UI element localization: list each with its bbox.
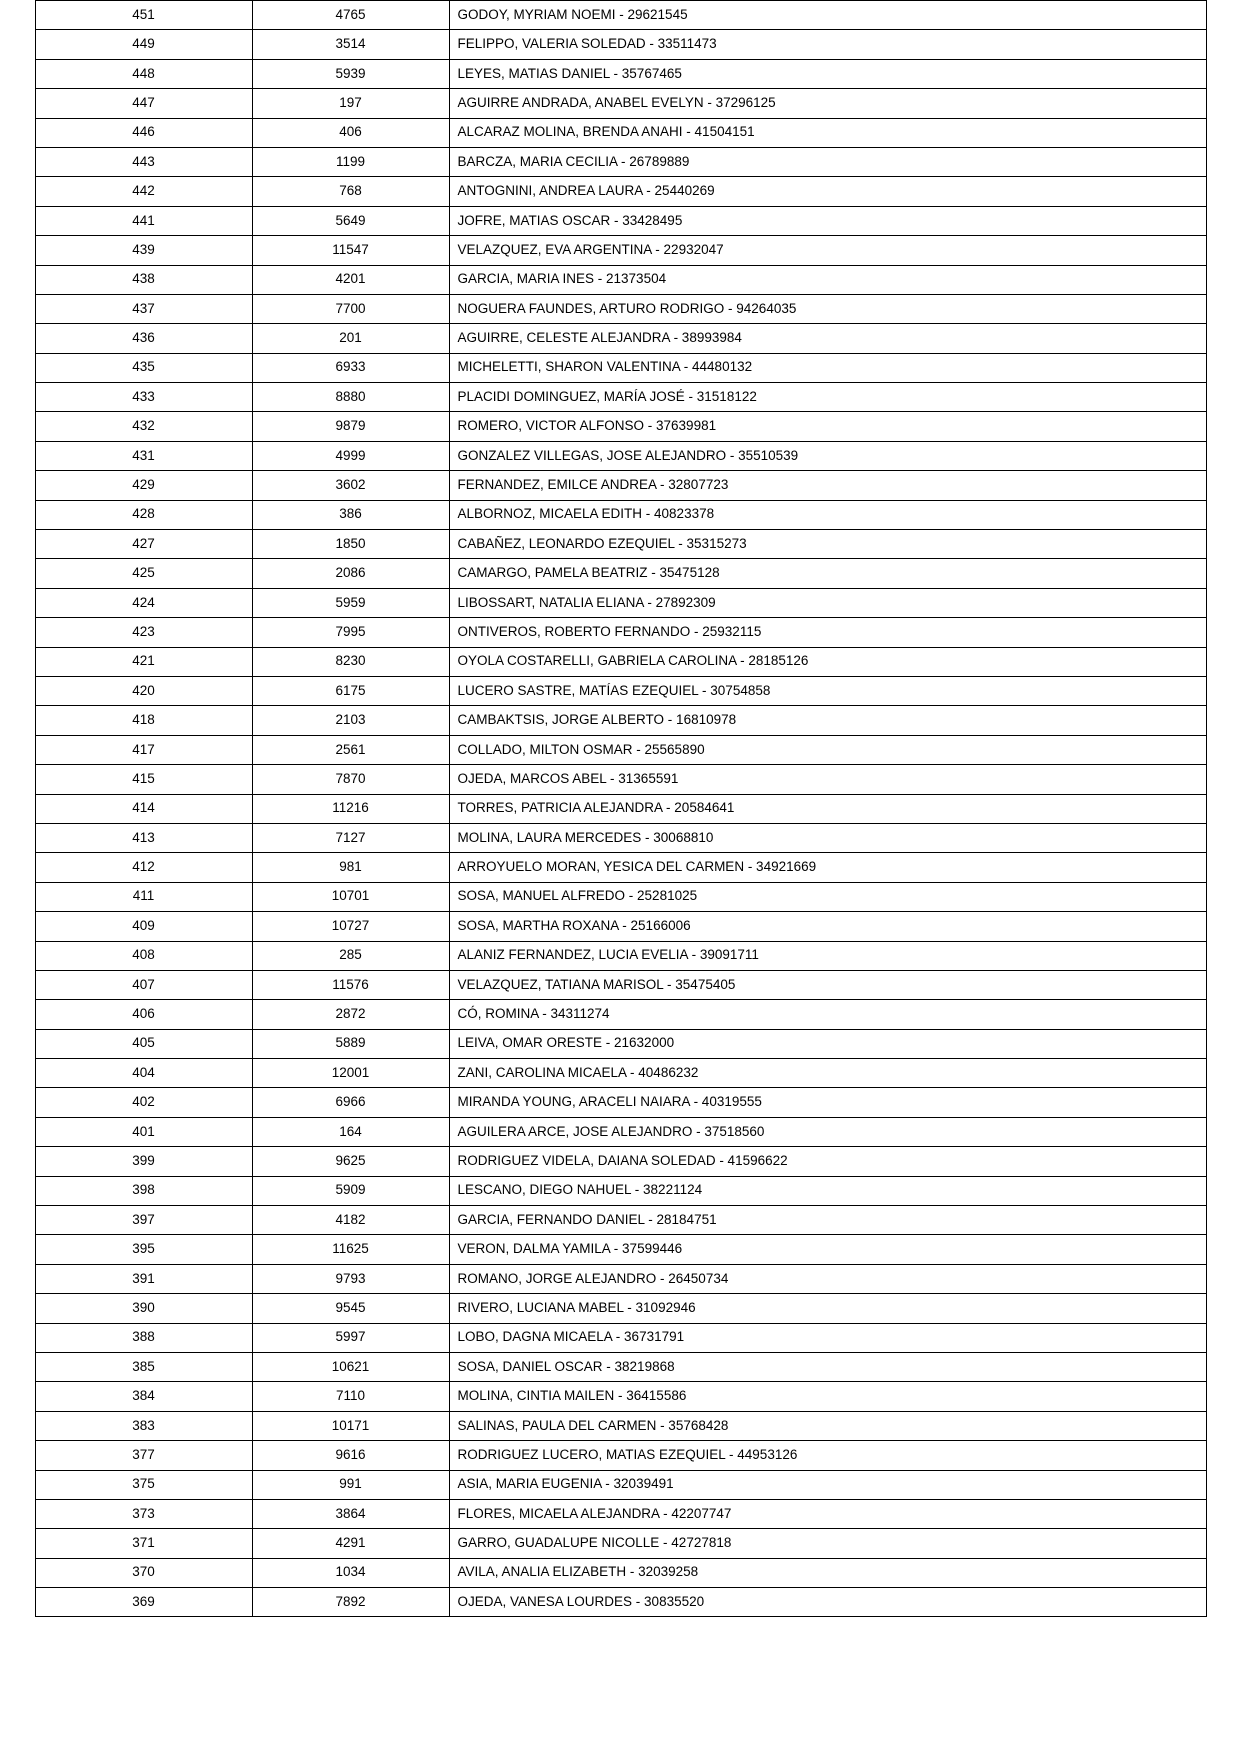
table-row [35,853,1206,882]
cell-number: 11216 [252,794,449,823]
table-row [35,471,1206,500]
cell-number: 11547 [252,236,449,265]
table-row [35,1000,1206,1029]
cell-name: FERNANDEZ, EMILCE ANDREA - 32807723 [449,471,1206,500]
cell-number: 981 [252,853,449,882]
cell-name: AVILA, ANALIA ELIZABETH - 32039258 [449,1558,1206,1587]
cell-name: ROMANO, JORGE ALEJANDRO - 26450734 [449,1264,1206,1293]
cell-order: 375 [35,1470,252,1499]
table-row [35,1352,1206,1381]
cell-name: FLORES, MICAELA ALEJANDRA - 42207747 [449,1499,1206,1528]
table-row [35,294,1206,323]
cell-number: 9793 [252,1264,449,1293]
cell-order: 385 [35,1352,252,1381]
cell-order: 428 [35,500,252,529]
cell-name: LOBO, DAGNA MICAELA - 36731791 [449,1323,1206,1352]
cell-order: 406 [35,1000,252,1029]
cell-name: ARROYUELO MORAN, YESICA DEL CARMEN - 34921669 [449,853,1206,882]
table-row [35,30,1206,59]
cell-number: 11576 [252,970,449,999]
table-row [35,177,1206,206]
table-row [35,1294,1206,1323]
cell-order: 413 [35,823,252,852]
cell-name: LEYES, MATIAS DANIEL - 35767465 [449,59,1206,88]
cell-number: 10621 [252,1352,449,1381]
cell-number: 7995 [252,618,449,647]
cell-order: 399 [35,1147,252,1176]
cell-name: OYOLA COSTARELLI, GABRIELA CAROLINA - 28185126 [449,647,1206,676]
table-row [35,1588,1206,1617]
cell-name: PLACIDI DOMINGUEZ, MARÍA JOSÉ - 31518122 [449,383,1206,412]
cell-order: 424 [35,588,252,617]
table-row [35,353,1206,382]
listing-table [35,0,1207,1617]
table-row [35,1441,1206,1470]
cell-name: AGUILERA ARCE, JOSE ALEJANDRO - 37518560 [449,1117,1206,1146]
cell-order: 431 [35,441,252,470]
cell-order: 427 [35,530,252,559]
table-row [35,1,1206,30]
cell-number: 5649 [252,206,449,235]
cell-order: 395 [35,1235,252,1264]
cell-name: CABAÑEZ, LEONARDO EZEQUIEL - 35315273 [449,530,1206,559]
table-row [35,970,1206,999]
cell-number: 6966 [252,1088,449,1117]
cell-name: BARCZA, MARIA CECILIA - 26789889 [449,147,1206,176]
table-row [35,147,1206,176]
table-row [35,1264,1206,1293]
cell-number: 3602 [252,471,449,500]
cell-number: 6933 [252,353,449,382]
cell-name: RIVERO, LUCIANA MABEL - 31092946 [449,1294,1206,1323]
cell-name: GONZALEZ VILLEGAS, JOSE ALEJANDRO - 35510539 [449,441,1206,470]
cell-name: LESCANO, DIEGO NAHUEL - 38221124 [449,1176,1206,1205]
table-row [35,265,1206,294]
cell-number: 5889 [252,1029,449,1058]
cell-order: 417 [35,735,252,764]
cell-name: SOSA, MANUEL ALFREDO - 25281025 [449,882,1206,911]
cell-name: MIRANDA YOUNG, ARACELI NAIARA - 40319555 [449,1088,1206,1117]
table-row [35,1176,1206,1205]
cell-order: 429 [35,471,252,500]
cell-number: 12001 [252,1059,449,1088]
cell-name: AGUIRRE ANDRADA, ANABEL EVELYN - 37296125 [449,89,1206,118]
cell-number: 3514 [252,30,449,59]
table-row [35,794,1206,823]
table-row [35,1411,1206,1440]
cell-order: 439 [35,236,252,265]
cell-name: FELIPPO, VALERIA SOLEDAD - 33511473 [449,30,1206,59]
cell-order: 421 [35,647,252,676]
cell-number: 3864 [252,1499,449,1528]
cell-order: 377 [35,1441,252,1470]
cell-number: 4999 [252,441,449,470]
cell-order: 371 [35,1529,252,1558]
cell-order: 432 [35,412,252,441]
cell-name: OJEDA, VANESA LOURDES - 30835520 [449,1588,1206,1617]
cell-name: LUCERO SASTRE, MATÍAS EZEQUIEL - 30754858 [449,676,1206,705]
cell-name: CAMBAKTSIS, JORGE ALBERTO - 16810978 [449,706,1206,735]
table-row [35,618,1206,647]
cell-order: 409 [35,912,252,941]
cell-number: 9625 [252,1147,449,1176]
cell-order: 402 [35,1088,252,1117]
cell-order: 404 [35,1059,252,1088]
cell-order: 451 [35,1,252,30]
cell-name: ALBORNOZ, MICAELA EDITH - 40823378 [449,500,1206,529]
cell-name: GARCIA, FERNANDO DANIEL - 28184751 [449,1206,1206,1235]
table-row [35,383,1206,412]
cell-number: 11625 [252,1235,449,1264]
cell-name: ASIA, MARIA EUGENIA - 32039491 [449,1470,1206,1499]
table-row [35,1529,1206,1558]
cell-number: 1850 [252,530,449,559]
cell-number: 4182 [252,1206,449,1235]
cell-order: 390 [35,1294,252,1323]
cell-order: 384 [35,1382,252,1411]
cell-order: 401 [35,1117,252,1146]
cell-name: MICHELETTI, SHARON VALENTINA - 44480132 [449,353,1206,382]
table-row [35,441,1206,470]
table-row [35,1499,1206,1528]
cell-number: 406 [252,118,449,147]
cell-order: 446 [35,118,252,147]
cell-order: 411 [35,882,252,911]
cell-order: 370 [35,1558,252,1587]
cell-name: MOLINA, LAURA MERCEDES - 30068810 [449,823,1206,852]
cell-number: 2103 [252,706,449,735]
cell-order: 383 [35,1411,252,1440]
cell-number: 1199 [252,147,449,176]
cell-number: 7892 [252,1588,449,1617]
cell-name: RODRIGUEZ VIDELA, DAIANA SOLEDAD - 41596622 [449,1147,1206,1176]
cell-number: 197 [252,89,449,118]
cell-order: 441 [35,206,252,235]
cell-name: CAMARGO, PAMELA BEATRIZ - 35475128 [449,559,1206,588]
cell-name: GARRO, GUADALUPE NICOLLE - 42727818 [449,1529,1206,1558]
table-row [35,882,1206,911]
cell-name: ROMERO, VICTOR ALFONSO - 37639981 [449,412,1206,441]
table-row [35,1382,1206,1411]
table-row [35,59,1206,88]
cell-number: 7870 [252,765,449,794]
table-row [35,1558,1206,1587]
cell-order: 414 [35,794,252,823]
cell-name: VERON, DALMA YAMILA - 37599446 [449,1235,1206,1264]
cell-name: CÓ, ROMINA - 34311274 [449,1000,1206,1029]
table-row [35,1323,1206,1352]
cell-number: 7110 [252,1382,449,1411]
cell-number: 10701 [252,882,449,911]
cell-order: 449 [35,30,252,59]
cell-order: 423 [35,618,252,647]
cell-number: 4765 [252,1,449,30]
cell-order: 373 [35,1499,252,1528]
cell-order: 418 [35,706,252,735]
cell-order: 443 [35,147,252,176]
table-row [35,706,1206,735]
cell-name: SOSA, DANIEL OSCAR - 38219868 [449,1352,1206,1381]
cell-order: 437 [35,294,252,323]
table-row [35,647,1206,676]
cell-order: 369 [35,1588,252,1617]
cell-number: 2086 [252,559,449,588]
cell-number: 2872 [252,1000,449,1029]
cell-number: 5959 [252,588,449,617]
cell-number: 7127 [252,823,449,852]
table-row [35,912,1206,941]
cell-number: 10171 [252,1411,449,1440]
cell-number: 7700 [252,294,449,323]
table-row [35,1206,1206,1235]
cell-name: ZANI, CAROLINA MICAELA - 40486232 [449,1059,1206,1088]
cell-name: GODOY, MYRIAM NOEMI - 29621545 [449,1,1206,30]
cell-number: 5997 [252,1323,449,1352]
cell-number: 8230 [252,647,449,676]
cell-name: MOLINA, CINTIA MAILEN - 36415586 [449,1382,1206,1411]
table-row [35,1470,1206,1499]
cell-order: 433 [35,383,252,412]
table-row [35,500,1206,529]
cell-name: ALANIZ FERNANDEZ, LUCIA EVELIA - 39091711 [449,941,1206,970]
table-row [35,676,1206,705]
cell-name: SOSA, MARTHA ROXANA - 25166006 [449,912,1206,941]
cell-number: 5909 [252,1176,449,1205]
table-row [35,118,1206,147]
cell-name: AGUIRRE, CELESTE ALEJANDRA - 38993984 [449,324,1206,353]
cell-order: 442 [35,177,252,206]
cell-order: 388 [35,1323,252,1352]
cell-number: 386 [252,500,449,529]
cell-order: 435 [35,353,252,382]
table-row [35,559,1206,588]
cell-order: 436 [35,324,252,353]
table-row [35,1147,1206,1176]
cell-number: 164 [252,1117,449,1146]
cell-name: COLLADO, MILTON OSMAR - 25565890 [449,735,1206,764]
cell-order: 412 [35,853,252,882]
cell-number: 9616 [252,1441,449,1470]
cell-number: 8880 [252,383,449,412]
cell-name: LEIVA, OMAR ORESTE - 21632000 [449,1029,1206,1058]
table-row [35,530,1206,559]
cell-name: SALINAS, PAULA DEL CARMEN - 35768428 [449,1411,1206,1440]
cell-number: 1034 [252,1558,449,1587]
cell-name: ANTOGNINI, ANDREA LAURA - 25440269 [449,177,1206,206]
cell-name: VELAZQUEZ, TATIANA MARISOL - 35475405 [449,970,1206,999]
table-row [35,823,1206,852]
cell-order: 415 [35,765,252,794]
cell-name: ALCARAZ MOLINA, BRENDA ANAHI - 41504151 [449,118,1206,147]
cell-name: NOGUERA FAUNDES, ARTURO RODRIGO - 94264035 [449,294,1206,323]
table-row [35,1117,1206,1146]
cell-number: 10727 [252,912,449,941]
cell-name: ONTIVEROS, ROBERTO FERNANDO - 25932115 [449,618,1206,647]
table-row [35,765,1206,794]
cell-name: TORRES, PATRICIA ALEJANDRA - 20584641 [449,794,1206,823]
cell-name: OJEDA, MARCOS ABEL - 31365591 [449,765,1206,794]
cell-order: 448 [35,59,252,88]
cell-order: 407 [35,970,252,999]
table-row [35,1059,1206,1088]
cell-number: 285 [252,941,449,970]
table-row [35,324,1206,353]
cell-order: 420 [35,676,252,705]
cell-number: 991 [252,1470,449,1499]
table-row [35,941,1206,970]
cell-order: 438 [35,265,252,294]
cell-order: 398 [35,1176,252,1205]
table-row [35,735,1206,764]
cell-name: GARCIA, MARIA INES - 21373504 [449,265,1206,294]
cell-order: 425 [35,559,252,588]
table-row [35,588,1206,617]
cell-number: 201 [252,324,449,353]
table-row [35,1235,1206,1264]
cell-order: 447 [35,89,252,118]
table-row [35,1029,1206,1058]
cell-number: 2561 [252,735,449,764]
cell-number: 768 [252,177,449,206]
cell-name: LIBOSSART, NATALIA ELIANA - 27892309 [449,588,1206,617]
cell-number: 9545 [252,1294,449,1323]
cell-name: RODRIGUEZ LUCERO, MATIAS EZEQUIEL - 44953126 [449,1441,1206,1470]
table-row [35,206,1206,235]
table-row [35,1088,1206,1117]
listing-table-body [35,1,1206,1617]
cell-number: 5939 [252,59,449,88]
table-row [35,89,1206,118]
cell-order: 397 [35,1206,252,1235]
cell-name: JOFRE, MATIAS OSCAR - 33428495 [449,206,1206,235]
cell-name: VELAZQUEZ, EVA ARGENTINA - 22932047 [449,236,1206,265]
cell-number: 4291 [252,1529,449,1558]
cell-number: 9879 [252,412,449,441]
table-row [35,412,1206,441]
cell-order: 391 [35,1264,252,1293]
cell-order: 408 [35,941,252,970]
table-row [35,236,1206,265]
cell-order: 405 [35,1029,252,1058]
cell-number: 6175 [252,676,449,705]
cell-number: 4201 [252,265,449,294]
